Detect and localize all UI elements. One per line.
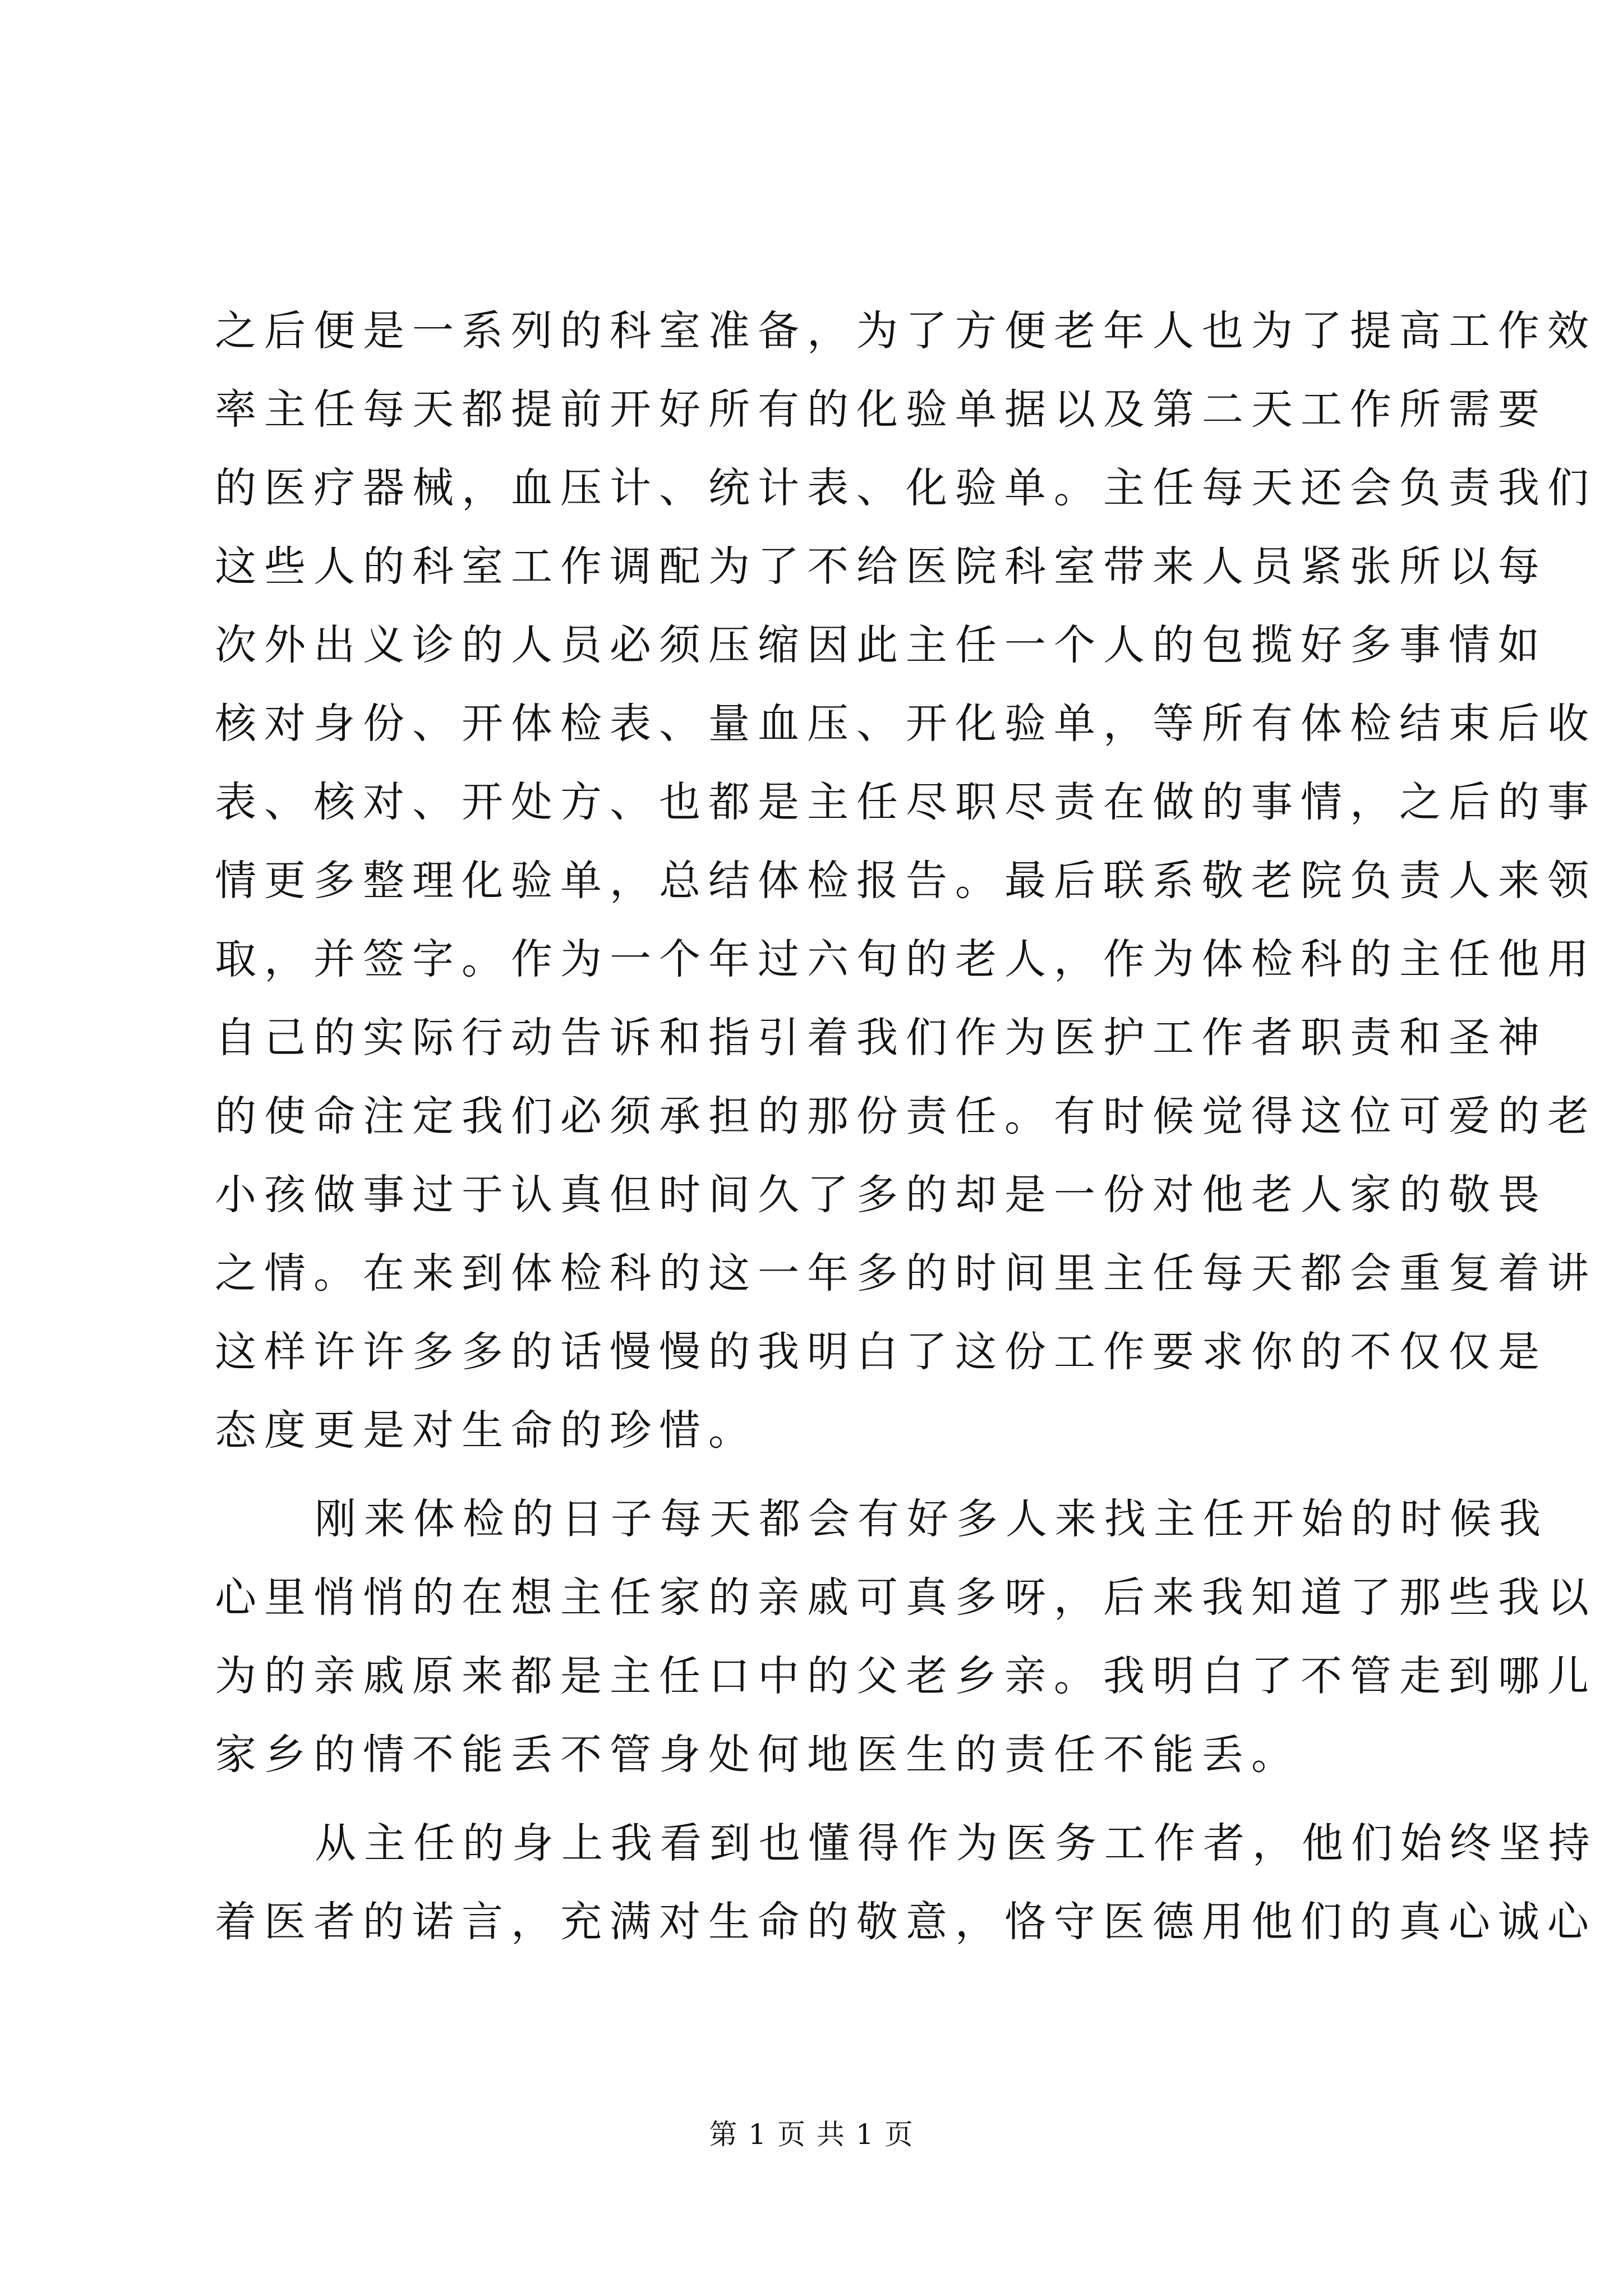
text-line: 次外出义诊的人员必须压缩因此主任一个人的包揽好多事情如 <box>215 621 1547 669</box>
text-line: 率主任每天都提前开好所有的化验单据以及第二天工作所需要 <box>215 385 1547 434</box>
text-line: 着医者的诺言，充满对生命的敬意，恪守医德用他们的真心诚心 <box>215 1898 1597 1946</box>
paragraph-2 <box>215 1480 1597 1794</box>
text-line: 这样许许多多的话慢慢的我明白了这份工作要求你的不仅仅是 <box>215 1328 1547 1376</box>
text-line: 之情。在来到体检科的这一年多的时间里主任每天都会重复着讲 <box>215 1249 1597 1297</box>
text-line: 情更多整理化验单，总结体检报告。最后联系敬老院负责人来领 <box>215 857 1597 905</box>
text-line: 之后便是一系列的科室准备，为了方便老年人也为了提高工作效 <box>215 307 1597 355</box>
paragraph-1 <box>215 292 1597 1470</box>
text-line: 取，并签字。作为一个年过六旬的老人，作为体检科的主任他用 <box>215 935 1597 983</box>
text-line: 核对身份、开体检表、量血压、开化验单，等所有体检结束后收 <box>215 700 1597 748</box>
text-line: 表、核对、开处方、也都是主任尽职尽责在做的事情，之后的事 <box>215 778 1597 826</box>
text-line: 从主任的身上我看到也懂得作为医务工作者，他们始终坚持 <box>315 1819 1598 1867</box>
text-line: 这些人的科室工作调配为了不给医院科室带来人员紧张所以每 <box>215 542 1547 591</box>
paragraph-spacer <box>215 1470 1415 1480</box>
page-number-label: 第 1 页 共 1 页 <box>709 2118 914 2151</box>
paragraph-3 <box>215 1804 1598 1961</box>
paragraph-spacer <box>215 1794 1415 1804</box>
text-line: 心里悄悄的在想主任家的亲戚可真多呀，后来我知道了那些我以 <box>215 1573 1597 1622</box>
text-line: 刚来体检的日子每天都会有好多人来找主任开始的时候我 <box>315 1495 1548 1543</box>
text-line: 家乡的情不能丢不管身处何地医生的责任不能丢。 <box>215 1731 1301 1779</box>
text-line: 自己的实际行动告诉和指引着我们作为医护工作者职责和圣神 <box>215 1014 1547 1062</box>
text-line: 的使命注定我们必须承担的那份责任。有时候觉得这位可爱的老 <box>215 1092 1597 1140</box>
page-footer <box>0 2115 1623 2154</box>
text-line: 的医疗器械，血压计、统计表、化验单。主任每天还会负责我们 <box>215 464 1597 512</box>
document-body <box>215 292 1598 1961</box>
text-line: 小孩做事过于认真但时间久了多的却是一份对他老人家的敬畏 <box>215 1171 1547 1219</box>
text-line: 为的亲戚原来都是主任口中的父老乡亲。我明白了不管走到哪儿 <box>215 1652 1597 1700</box>
text-line: 态度更是对生命的珍惜。 <box>215 1406 758 1455</box>
